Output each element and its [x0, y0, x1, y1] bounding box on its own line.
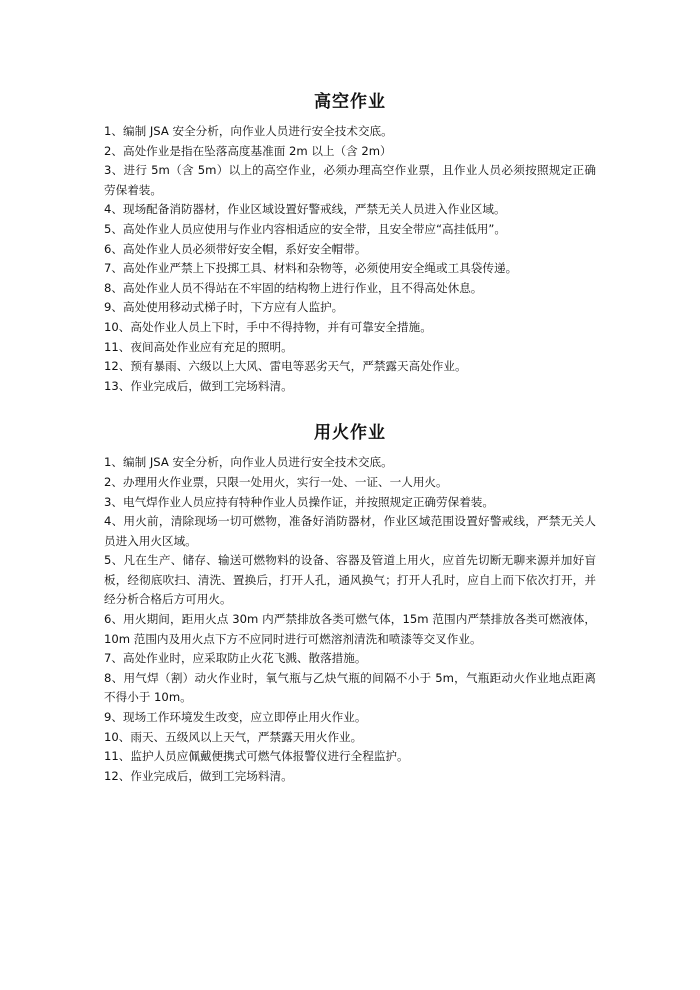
list-item: 6、高处作业人员必须带好安全帽，系好安全帽带。: [104, 241, 367, 256]
list-item: 11、监护人员应佩戴便携式可燃气体报警仪进行全程监护。: [104, 749, 409, 764]
list-item: 3、进行 5m（含 5m）以上的高空作业，必须办理高空作业票，且作业人员必须按照规定正确劳保着装。: [104, 163, 596, 197]
list-item: 7、高处作业严禁上下投掷工具、材料和杂物等，必须使用安全绳或工具袋传递。: [104, 261, 518, 276]
list-item: 8、高处作业人员不得站在不牢固的结构物上进行作业，且不得高处休息。: [104, 280, 483, 295]
list-item: 6、用火期间，距用火点 30m 内严禁排放各类可燃气体，15m 范围内严禁排放各类可燃液体，10m 范围内及用火点下方不应同时进行可燃溶剂清洗和喷漆等交叉作业。: [104, 612, 596, 646]
list-item: 8、用气焊（割）动火作业时，氧气瓶与乙炔气瓶的间隔不小于 5m，气瓶距动火作业地点距离不得小于 10m。: [104, 670, 596, 705]
rules-list-hot-work: [104, 453, 596, 786]
list-item: 9、高处使用移动式梯子时，下方应有人监护。: [104, 300, 344, 315]
list-item: 10、高处作业人员上下时，手中不得持物，并有可靠安全措施。: [104, 319, 432, 334]
list-item: 9、现场工作环境发生改变，应立即停止用火作业。: [104, 710, 367, 725]
list-item: 11、夜间高处作业应有充足的照明。: [104, 339, 293, 354]
list-item: 5、凡在生产、储存、输送可燃物料的设备、容器及管道上用火，应首先切断无聊来源并加好盲板，经彻底吹扫、清洗、置换后，打开人孔，通风换气；打开人孔时，应自上而下依次打开，并经分析合格后方可用火。: [104, 553, 596, 607]
section-title-high-altitude: 高空作业: [314, 92, 386, 112]
list-item: 4、现场配备消防器材，作业区域设置好警戒线，严禁无关人员进入作业区域。: [104, 202, 506, 217]
list-item: 12、作业完成后，做到工完场料清。: [104, 768, 293, 783]
list-item: 10、雨天、五级风以上天气，严禁露天用火作业。: [104, 729, 363, 744]
list-item: 12、预有暴雨、六级以上大风、雷电等恶劣天气，严禁露天高处作业。: [104, 359, 467, 374]
list-item: 1、编制 JSA 安全分析，向作业人员进行安全技术交底。: [104, 455, 393, 470]
list-item: 4、用火前，清除现场一切可燃物，准备好消防器材，作业区域范围设置好警戒线，严禁无关人员进入用火区域。: [104, 514, 596, 548]
rules-list-high-altitude: [104, 122, 596, 396]
list-item: 2、高处作业是指在坠落高度基准面 2m 以上（含 2m）: [104, 143, 392, 158]
list-item: 1、编制 JSA 安全分析，向作业人员进行安全技术交底。: [104, 124, 393, 138]
list-item: 7、高处作业时，应采取防止火花飞溅、散落措施。: [104, 651, 367, 666]
section-title-hot-work: 用火作业: [314, 423, 386, 444]
list-item: 13、作业完成后，做到工完场料清。: [104, 378, 293, 393]
list-item: 2、办理用火作业票，只限一处用火，实行一处、一证、一人用火。: [104, 474, 448, 489]
list-item: 3、电气焊作业人员应持有特种作业人员操作证，并按照规定正确劳保着装。: [104, 494, 494, 509]
list-item: 5、高处作业人员应使用与作业内容相适应的安全带，且安全带应“高挂低用”。: [104, 221, 506, 236]
